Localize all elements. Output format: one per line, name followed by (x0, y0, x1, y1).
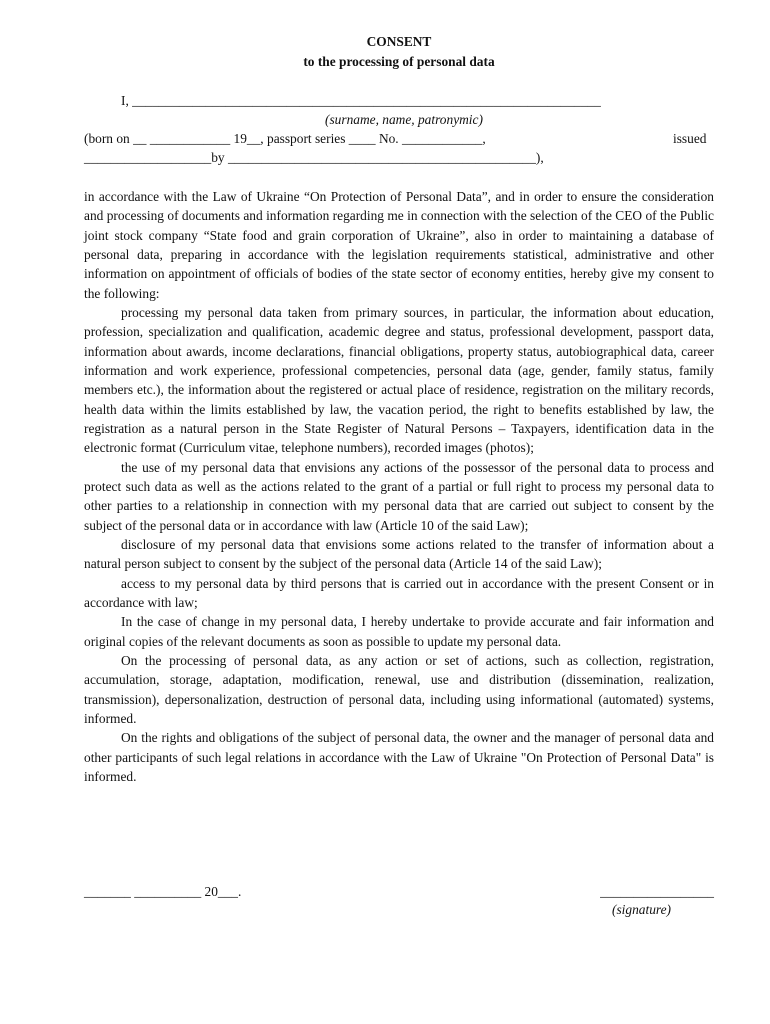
consent-body (84, 187, 714, 786)
rights-informed-paragraph: On the rights and obligations of the subject of personal data, the owner and the manager of personal data and other participants of such legal relations in accordance with the Law of Ukraine "On Protection of Personal Data" is informed. (84, 730, 714, 784)
name-caption: (surname, name, patronymic) (325, 112, 483, 127)
issued-by-line: ___________________by ______________________________________________), (84, 150, 544, 165)
consent-item-access: access to my personal data by third persons that is carried out in accordance with the present Consent or in accordance with law; (84, 575, 714, 610)
document-subtitle: to the processing of personal data (303, 54, 495, 69)
signature-line: _________________ (600, 884, 714, 899)
intro-paragraph: in accordance with the Law of Ukraine “On Protection of Personal Data”, and in order to ensure the consideration and processing of documents and information regarding me in connection with the selection of the CEO of the Public joint stock company “State food and grain corporation of Ukraine”, also in order to maintaining a database of personal data, preparing in accordance with the legislation requirements statistical, administrative and other information on appointment of officials of bodies of the state sector of economy entities, hereby give my consent to the following: (84, 189, 714, 301)
document-title: CONSENT (366, 34, 432, 49)
signature-caption: (signature) (612, 902, 672, 917)
date-line: _______ __________ 20___. (84, 884, 242, 899)
processing-informed-paragraph: On the processing of personal data, as any action or set of actions, such as collection, registration, accumulation, storage, adaptation, modification, renewal, use and distribution (dissemination, realization, transmission), depersonalization, destruction of personal data, including using informational (automated) systems, informed. (84, 652, 714, 726)
name-line: I, ______________________________________________________________________ (121, 93, 601, 108)
issued-label: issued (673, 131, 707, 146)
consent-item-use: the use of my personal data that envisions any actions of the possessor of the personal data to process and protect such data as well as the actions related to the grant of a partial or full right to process my personal data to other parties to a relationship in connection with my personal data that are carried out subject to consent by the subject of the personal data or in accordance with law (Article 10 of the said Law); (84, 459, 714, 533)
birth-passport-line: (born on __ ____________ 19__, passport series ____ No. ____________, (84, 131, 486, 146)
consent-item-disclosure: disclosure of my personal data that envisions some actions related to the transfer of information about a natural person subject to consent by the subject of the personal data (Article 14 of the said Law); (84, 536, 714, 572)
change-undertaking-paragraph: In the case of change in my personal data, I hereby undertake to provide accurate and fair information and original copies of the relevant documents as soon as possible to update my personal data. (84, 614, 714, 649)
consent-item-processing: processing my personal data taken from primary sources, in particular, the information about education, profession, specialization and qualification, academic degree and status, professional development, passport data, information about awards, income declarations, financial obligations, property status, autobiographical data, career information and work experience, professional competencies, personal data (age, gender, family status, family members etc.), the information about the registered or actual place of residence, registration on the military records, health data within the limits established by law, the vacation period, the right to benefits established by law, the registration as a natural person in the State Register of Natural Persons – Taxpayers, identification data in the electronic format (Curriculum vitae, telephone numbers), recorded images (photos); (84, 304, 714, 456)
